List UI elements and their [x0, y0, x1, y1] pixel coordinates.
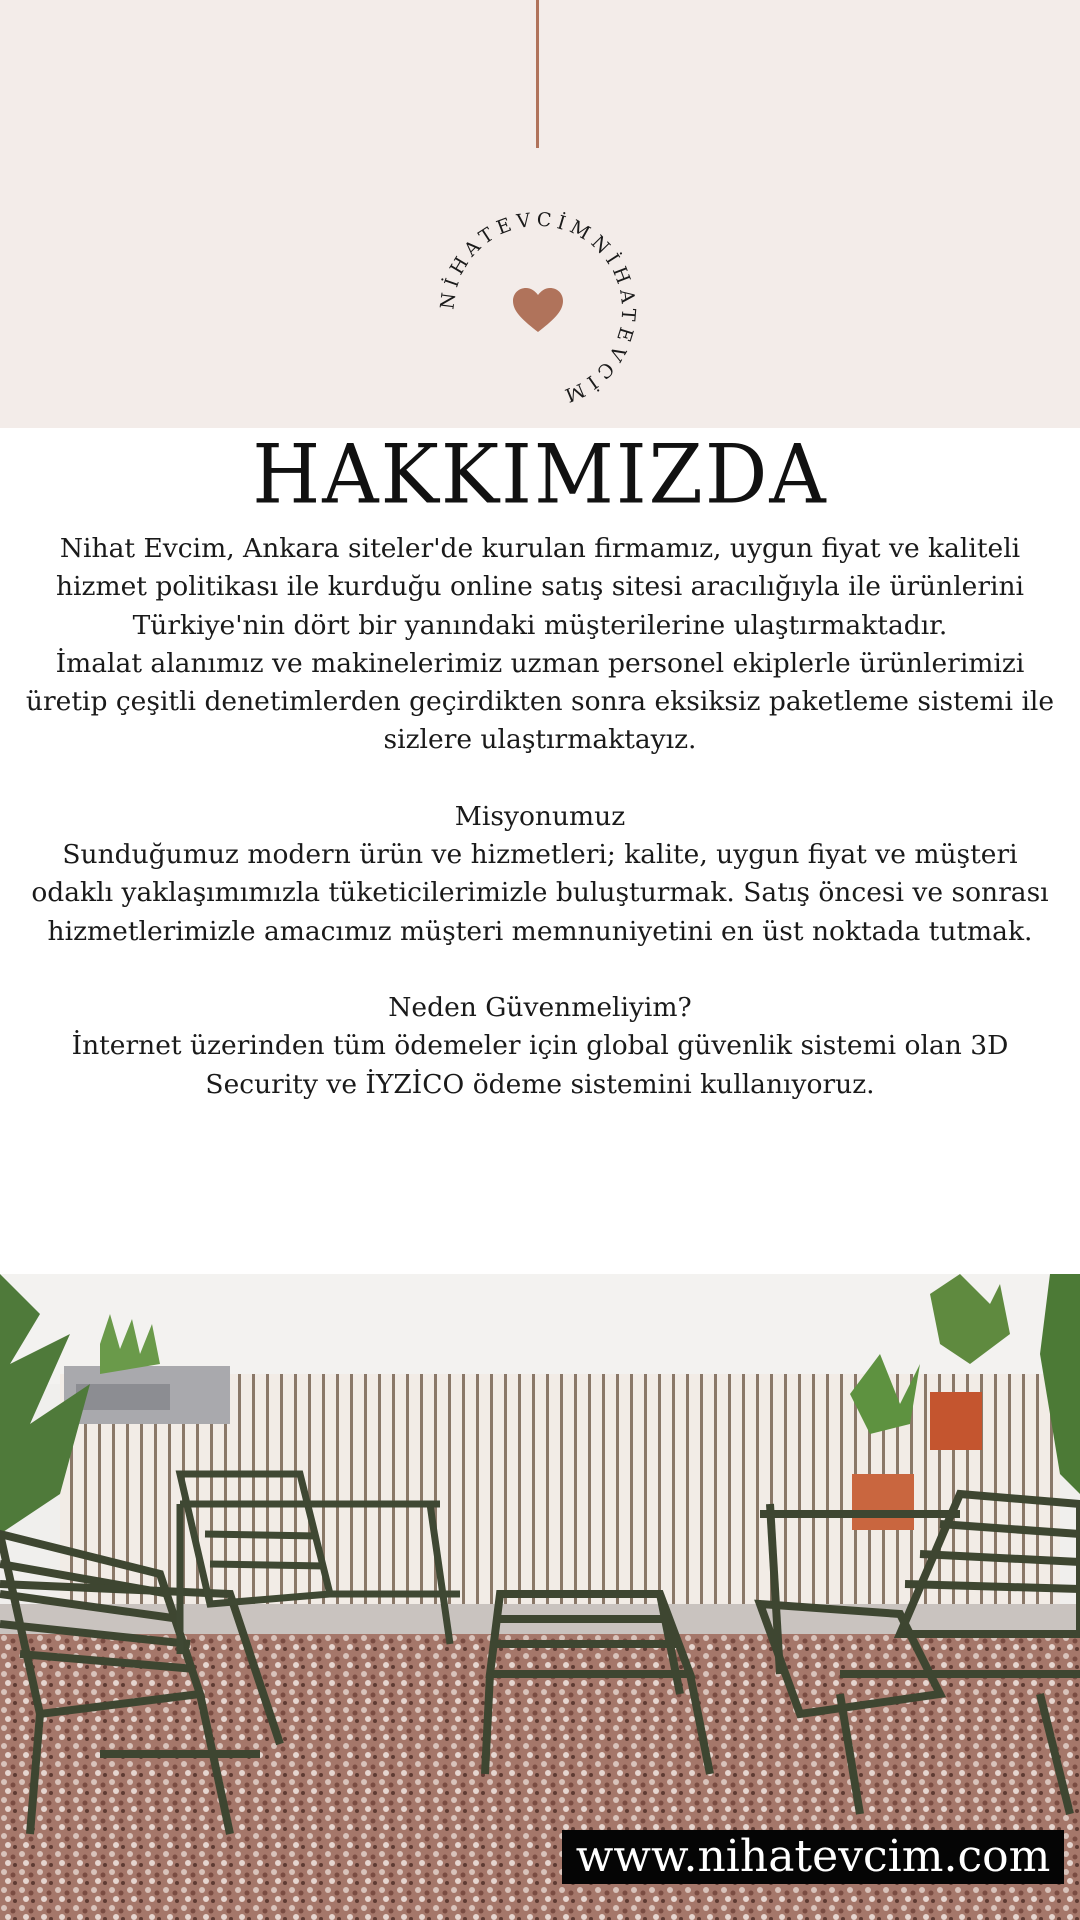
- logo-ring-text: NİHATEVCİMNİHATEVCİM: [436, 208, 640, 408]
- brand-logo-graphic: [428, 200, 648, 420]
- website-url[interactable]: www.nihatevcim.com: [562, 1830, 1064, 1884]
- trust-heading: Neden Güvenmeliyim?: [388, 991, 692, 1023]
- intro-paragraph: Nihat Evcim, Ankara siteler'de kurulan firmamız, uygun fiyat ve kaliteli hizmet politikası ile kurduğu online satış sitesi aracılığıyla ile ürünlerini Türkiye'nin dört bir yanındaki müşterilerine ulaştırmaktadır.: [55, 533, 1025, 641]
- brand-logo: [428, 200, 648, 420]
- furniture-photo: [0, 1274, 1080, 1920]
- mission-heading: Misyonumuz: [454, 800, 626, 832]
- trust-paragraph: İnternet üzerinden tüm ödemeler için global güvenlik sistemi olan 3D Security ve İYZİCO ödeme sistemini kullanıyoruz.: [71, 1030, 1009, 1100]
- decorative-line: [536, 0, 539, 148]
- spacer: [20, 951, 1060, 989]
- spacer: [20, 760, 1060, 798]
- production-paragraph: İmalat alanımız ve makinelerimiz uzman personel ekiplerle ürünlerimizi üretip çeşitli denetimlerden geçirdikten sonra eksiksiz paketleme sistemi ile sizlere ulaştırmaktayız.: [25, 647, 1055, 756]
- about-content: [20, 530, 1060, 1104]
- page-title: HAKKIMIZDA: [252, 427, 828, 523]
- heart-icon: [513, 288, 563, 332]
- mission-paragraph: Sunduğumuz modern ürün ve hizmetleri; kalite, uygun fiyat ve müşteri odaklı yaklaşımımızla tüketicilerimizle buluşturmak. Satış öncesi ve sonrası hizmetlerimizle amacımız müşteri memnuniyetini en üst noktada tutmak.: [31, 839, 1049, 947]
- furniture-photo-illustration: [0, 1274, 1080, 1920]
